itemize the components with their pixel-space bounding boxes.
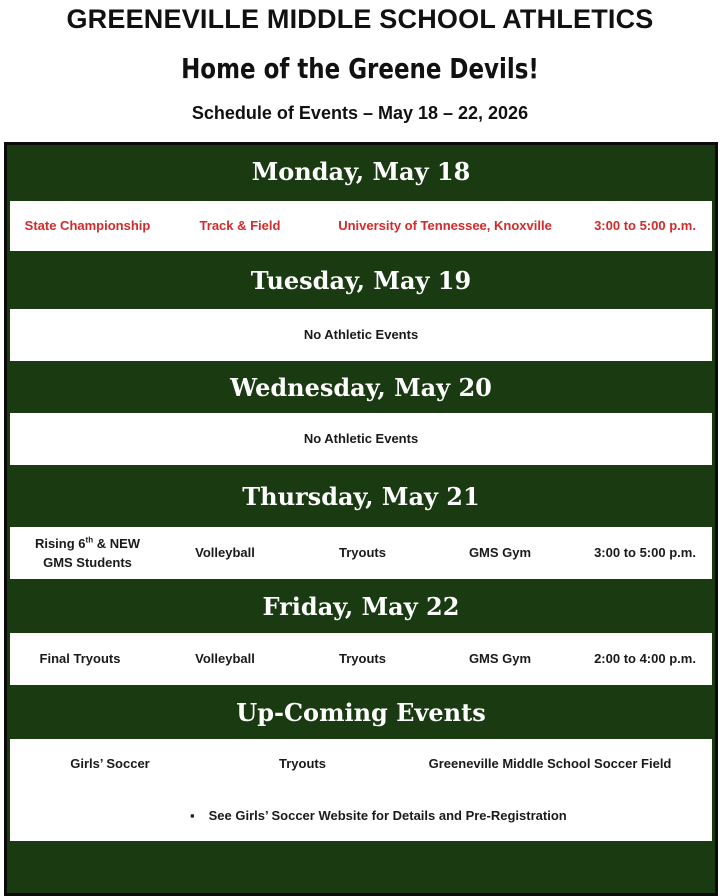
schedule-dates: Schedule of Events – May 18 – 22, 2026 bbox=[191, 103, 529, 123]
event-location: University of Tennessee, Knoxville bbox=[338, 218, 552, 234]
upcoming-row bbox=[10, 739, 712, 841]
day-heading-wednesday: Wednesday, May 20 bbox=[7, 361, 715, 413]
school-slogan: Home of the Greene Devils! bbox=[181, 52, 539, 85]
event-row-thursday bbox=[10, 527, 712, 579]
event-type: Tryouts bbox=[339, 545, 386, 561]
upcoming-event: Girls’ Soccer bbox=[70, 756, 150, 772]
day-heading-tuesday: Tuesday, May 19 bbox=[7, 251, 715, 309]
day-heading-thursday: Thursday, May 21 bbox=[7, 465, 715, 527]
event-type: Tryouts bbox=[339, 651, 386, 667]
event-time: 2:00 to 4:00 p.m. bbox=[594, 651, 696, 667]
upcoming-location: Greeneville Middle School Soccer Field bbox=[428, 756, 672, 772]
upcoming-type: Tryouts bbox=[279, 756, 326, 772]
event-name: Rising 6th & NEW GMS Students bbox=[34, 535, 141, 570]
event-row-monday bbox=[10, 201, 712, 251]
upcoming-heading: Up-Coming Events bbox=[7, 685, 715, 739]
event-name: Final Tryouts bbox=[39, 651, 121, 667]
upcoming-note: ▪ See Girls’ Soccer Website for Details and Pre-Registration bbox=[190, 791, 610, 841]
event-sport: Volleyball bbox=[195, 651, 255, 667]
event-location: GMS Gym bbox=[468, 651, 532, 667]
school-title: GREENEVILLE MIDDLE SCHOOL ATHLETICS bbox=[66, 4, 654, 34]
event-row-tuesday bbox=[10, 309, 712, 361]
schedule-frame bbox=[4, 142, 718, 896]
day-heading-friday: Friday, May 22 bbox=[7, 579, 715, 633]
event-row-friday bbox=[10, 633, 712, 685]
event-row-wednesday bbox=[10, 413, 712, 465]
day-heading-monday: Monday, May 18 bbox=[7, 145, 715, 197]
no-events-note: No Athletic Events bbox=[303, 327, 419, 343]
event-sport: Track & Field bbox=[199, 218, 281, 234]
event-location: GMS Gym bbox=[468, 545, 532, 561]
event-time: 3:00 to 5:00 p.m. bbox=[594, 545, 696, 561]
no-events-note: No Athletic Events bbox=[303, 431, 419, 447]
event-name: State Championship bbox=[24, 218, 151, 234]
event-sport: Volleyball bbox=[195, 545, 255, 561]
bullet-icon: ▪ bbox=[190, 808, 195, 824]
event-time: 3:00 to 5:00 p.m. bbox=[594, 218, 696, 234]
